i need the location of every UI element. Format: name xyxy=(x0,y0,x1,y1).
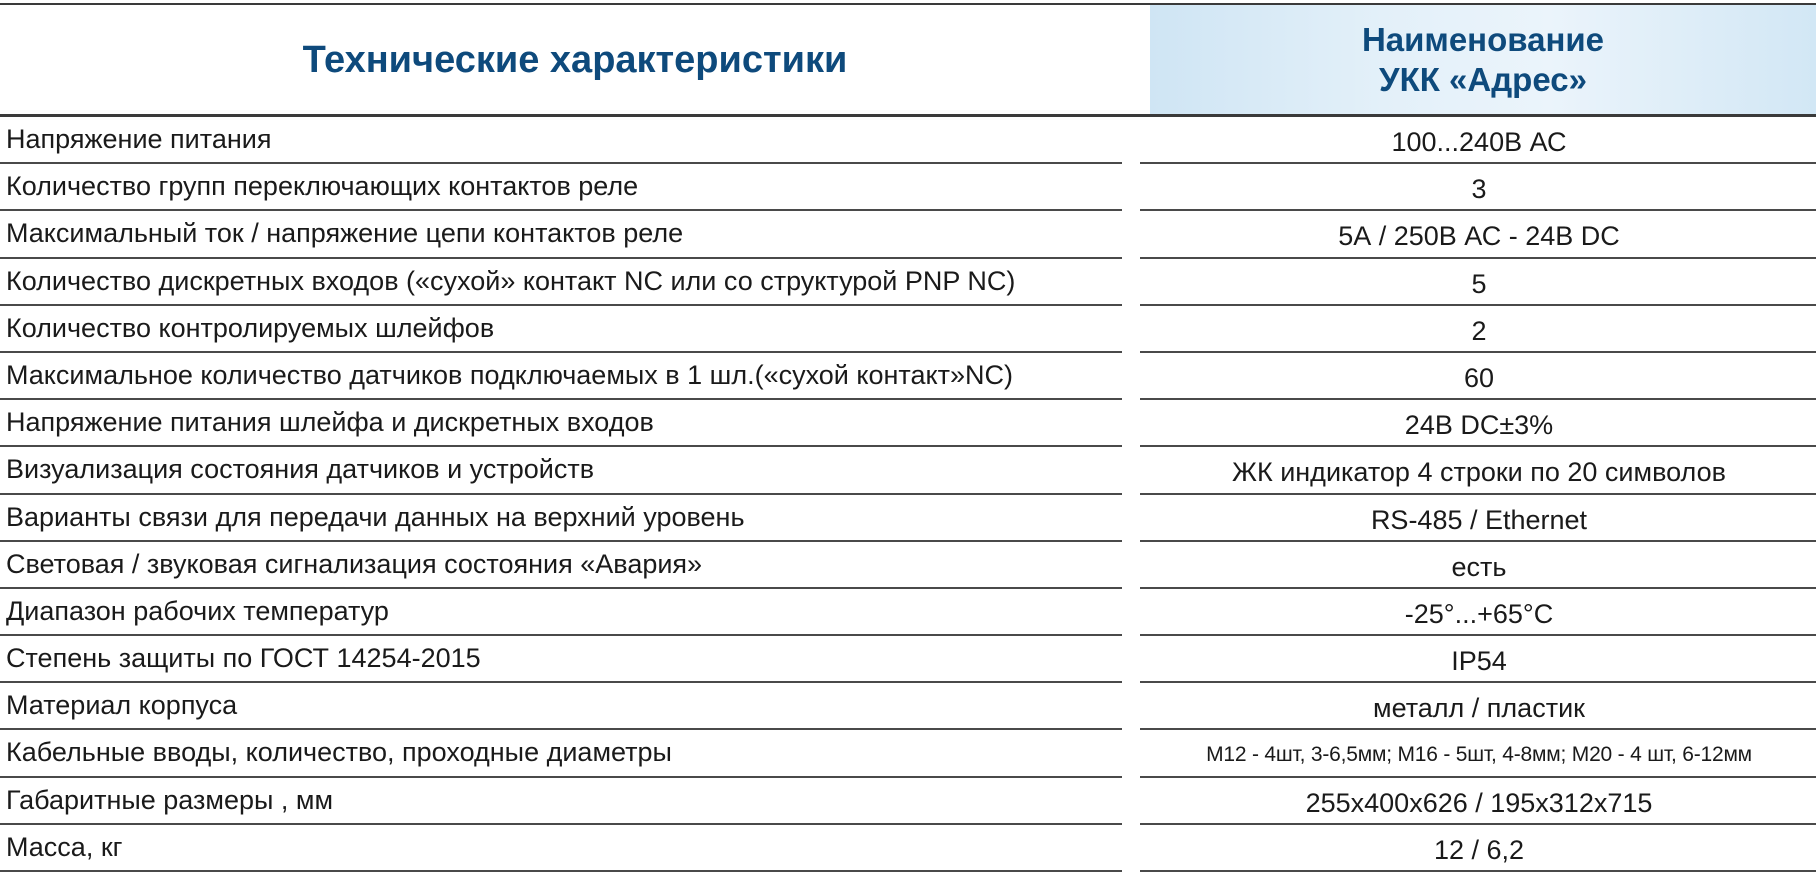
row-parameter: Диапазон рабочих температур xyxy=(6,595,389,626)
table-row xyxy=(0,259,1816,306)
header-product-cell xyxy=(1150,5,1816,114)
row-parameter: Габаритные размеры , мм xyxy=(6,784,334,815)
row-value: 24В DC±3% xyxy=(1404,410,1554,441)
row-parameter: Напряжение питания xyxy=(6,124,272,154)
row-value: 2 xyxy=(1471,315,1487,346)
header-product-title-line2: УКК «Адрес» xyxy=(1379,60,1587,98)
row-value: есть xyxy=(1451,551,1507,582)
row-parameter: Визуализация состояния датчиков и устройств xyxy=(6,454,595,485)
header-product-title-line1: Наименование xyxy=(1361,20,1605,58)
table-row xyxy=(0,447,1816,494)
table-row xyxy=(0,683,1816,730)
table-row xyxy=(0,353,1816,400)
spec-table-body xyxy=(0,117,1816,872)
table-row xyxy=(0,778,1816,825)
table-row xyxy=(0,164,1816,211)
row-parameter: Количество групп переключающих контактов реле xyxy=(6,171,639,202)
row-value: металл / пластик xyxy=(1373,693,1585,724)
table-row xyxy=(0,730,1816,777)
row-parameter: Количество контролируемых шлейфов xyxy=(6,312,495,343)
table-row xyxy=(0,825,1816,872)
header-parameters-title: Технические характеристики xyxy=(302,39,848,81)
row-parameter: Варианты связи для передачи данных на верхний уровень xyxy=(6,501,745,532)
row-value: 3 xyxy=(1471,174,1487,205)
row-value: -25°...+65°С xyxy=(1404,598,1554,629)
row-parameter: Материал корпуса xyxy=(6,690,238,721)
row-parameter: Степень защиты по ГОСТ 14254-2015 xyxy=(6,643,481,674)
table-row xyxy=(0,211,1816,258)
table-row xyxy=(0,542,1816,589)
row-parameter: Максимальное количество датчиков подключаемых в 1 шл.(«сухой контакт»NC) xyxy=(6,359,1013,390)
row-parameter: Количество дискретных входов («сухой» контакт NC или со структурой PNP NC) xyxy=(6,265,1016,296)
row-value: М12 - 4шт, 3-6,5мм; М16 - 5шт, 4-8мм; М20 - 4 шт, 6-12мм xyxy=(1206,743,1752,767)
row-value: RS-485 / Ethernet xyxy=(1370,504,1588,535)
table-row xyxy=(0,117,1816,164)
row-value: 60 xyxy=(1463,362,1495,393)
row-parameter: Световая / звуковая сигнализация состояния «Авария» xyxy=(6,548,703,579)
table-row xyxy=(0,306,1816,353)
table-row xyxy=(0,495,1816,542)
row-parameter: Кабельные вводы, количество, проходные диаметры xyxy=(6,737,672,768)
row-value: 12 / 6,2 xyxy=(1433,834,1525,865)
row-value: 255x400x626 / 195x312x715 xyxy=(1305,787,1653,818)
row-parameter: Напряжение питания шлейфа и дискретных входов xyxy=(6,407,654,438)
table-header xyxy=(0,5,1816,114)
row-value: 5А / 250В АС - 24В DC xyxy=(1338,221,1620,252)
row-parameter: Максимальный ток / напряжение цепи контактов реле xyxy=(6,218,684,249)
table-row xyxy=(0,636,1816,683)
row-divider xyxy=(0,870,1122,872)
row-divider xyxy=(1140,870,1816,872)
row-value: 100...240В АС xyxy=(1391,127,1567,157)
row-parameter: Масса, кг xyxy=(6,831,123,862)
row-value: ЖК индикатор 4 строки по 20 символов xyxy=(1232,457,1726,488)
header-parameters-cell xyxy=(0,5,1150,114)
table-row xyxy=(0,589,1816,636)
table-row xyxy=(0,400,1816,447)
row-value: IP54 xyxy=(1451,646,1507,677)
row-value: 5 xyxy=(1471,268,1487,299)
